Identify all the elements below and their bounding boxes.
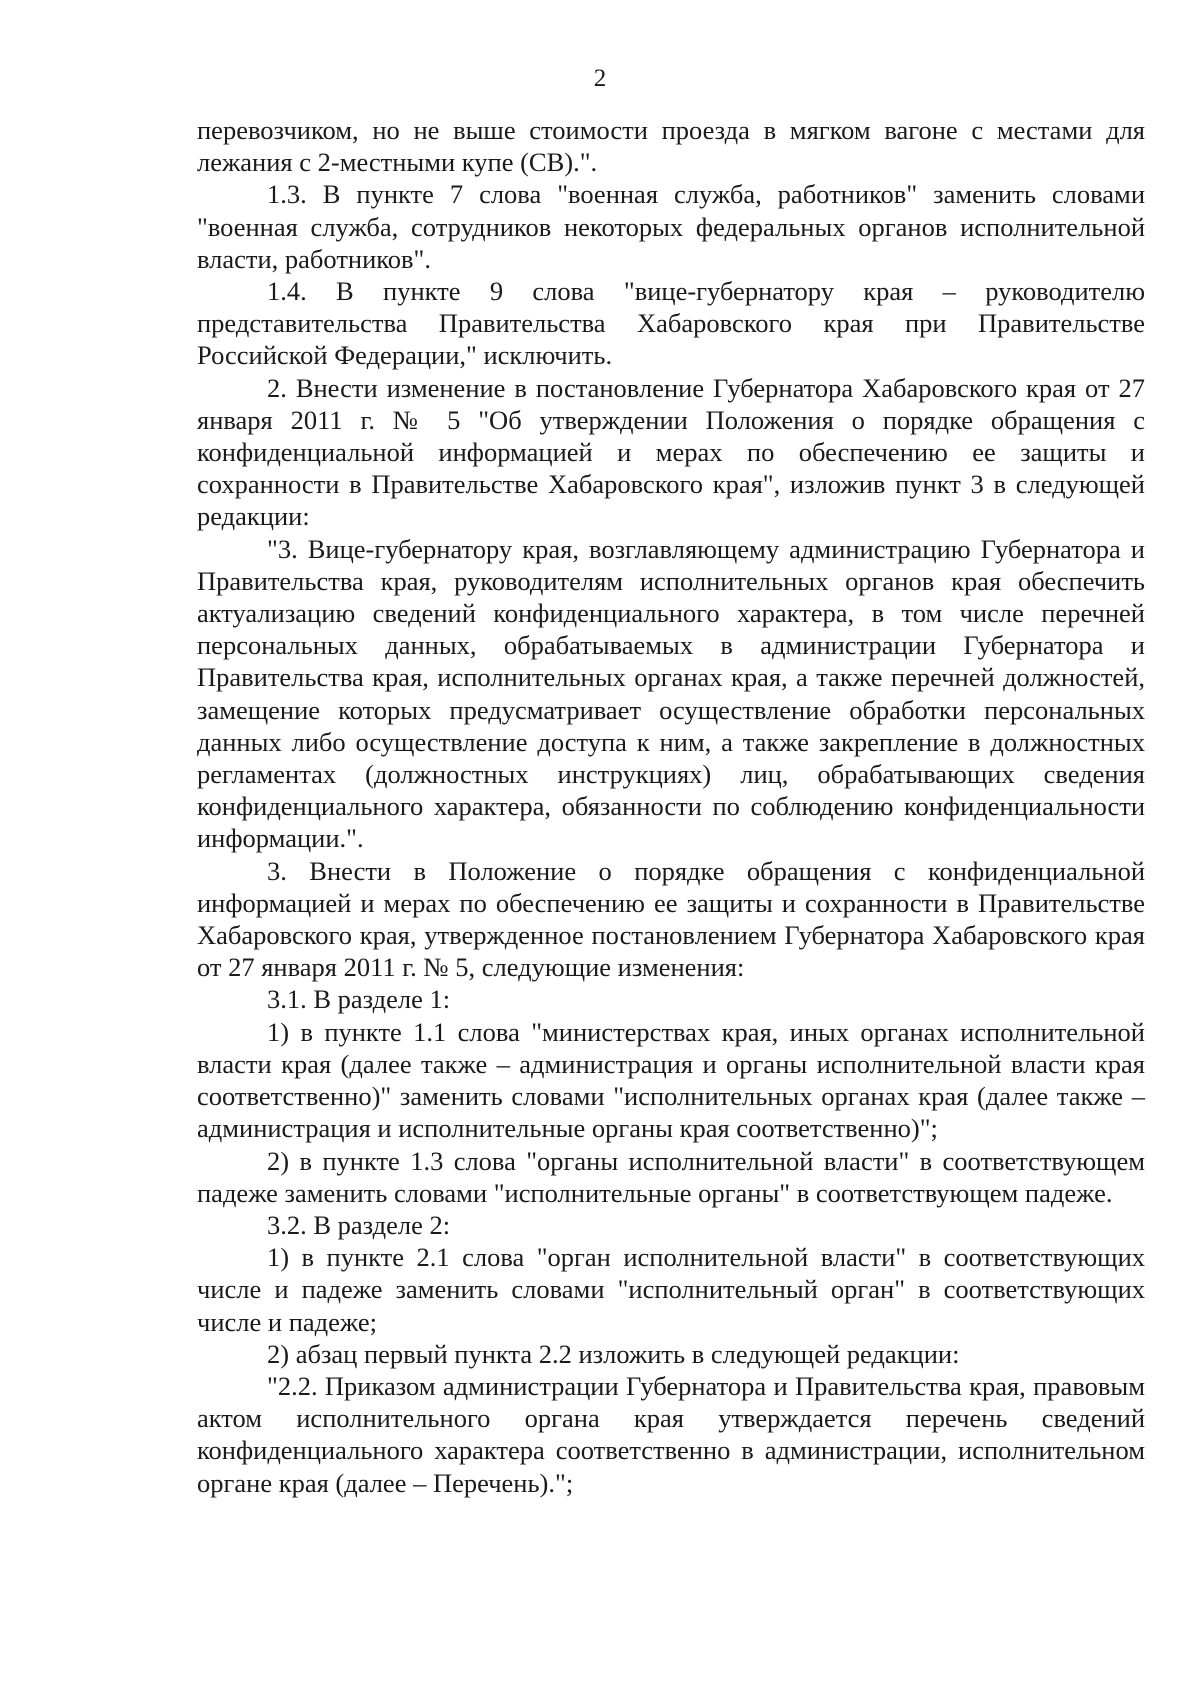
paragraph: 3.2. В разделе 2: [267, 1209, 451, 1240]
document-body [197, 114, 1145, 1499]
paragraph: 1.3. В пункте 7 слова "военная служба, работников" заменить словами "военная служба, сотрудников некоторых федеральных органов исполнительной власти, работников". [197, 179, 1145, 274]
paragraph: 3. Внести в Положение о порядке обращения с конфиденциальной информацией и мерах по обеспечению ее защиты и сохранности в Правительстве Хабаровского края, утвержденное постановлением Губернатора Хабаровского края от 27 января 2011 г. № 5, следующие изменения: [197, 855, 1145, 983]
paragraph: 2) в пункте 1.3 слова "органы исполнительной власти" в соответствующем падеже заменить словами "исполнительные органы" в соответствующем падеже. [197, 1145, 1145, 1208]
paragraph: перевозчиком, но не выше стоимости проезда в мягком вагоне с местами для лежания с 2-местными купе (СВ).". [197, 115, 1145, 178]
paragraph: "2.2. Приказом администрации Губернатора и Правительства края, правовым актом исполнительного органа края утверждается перечень сведений конфиденциального характера соответственно в администрации, исполнительном органе края (далее – Перечень)."; [197, 1370, 1145, 1498]
paragraph: 1) в пункте 2.1 слова "орган исполнительной власти" в соответствующих числе и падеже заменить словами "исполнительный орган" в соответствующих числе и падеже; [197, 1242, 1145, 1337]
paragraph: 1) в пункте 1.1 слова "министерствах края, иных органах исполнительной власти края (далее также – администрация и органы исполнительной власти края соответственно)" заменить словами "исполнительных органах края (далее также – администрация и исполнительные органы края соответственно)"; [197, 1016, 1145, 1144]
paragraph: "3. Вице-губернатору края, возглавляющему администрацию Губернатора и Правительства края, руководителям исполнительных органов края обеспечить актуализацию сведений конфиденциального характера, в том числе перечней персональных данных, обрабатываемых в администрации Губернатора и Правительства края, исполнительных органах края, а также перечней должностей, замещение которых предусматривает осуществление обработки персональных данных либо осуществление доступа к ним, а также закрепление в должностных регламентах (должностных инструкциях) лиц, обрабатывающих сведения конфиденциального характера, обязанности по соблюдению конфиденциальности информации.". [197, 533, 1145, 854]
paragraph: 1.4. В пункте 9 слова "вице-губернатору края – руководителю представительства Правительства Хабаровского края при Правительстве Российской Федерации," исключить. [197, 276, 1145, 371]
paragraph: 2) абзац первый пункта 2.2 изложить в следующей редакции: [267, 1338, 960, 1369]
paragraph: 2. Внести изменение в постановление Губернатора Хабаровского края от 27 января 2011 г. № 5 "Об утверждении Положения о порядке обращения с конфиденциальной информацией и мерах по обеспечению ее защиты и сохранности в Правительстве Хабаровского края", изложив пункт 3 в следующей редакции: [197, 372, 1145, 532]
paragraph: 3.1. В разделе 1: [267, 984, 451, 1015]
page-number: 2 [593, 65, 607, 92]
